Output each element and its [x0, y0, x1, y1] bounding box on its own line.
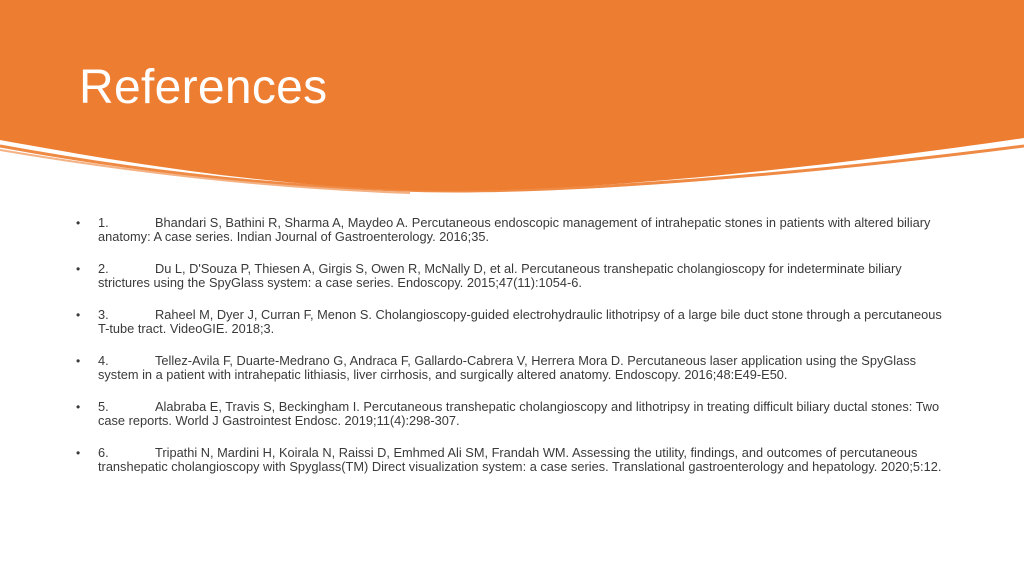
reference-text: Alabraba E, Travis S, Beckingham I. Percutaneous transhepatic cholangioscopy and lithotripsy in treating difficult biliary ductal stones: Two case reports. World J Gastrointest Endosc. 2019;11(4):298-307. — [98, 399, 940, 428]
bullet-icon: • — [76, 400, 81, 414]
reference-text: Tellez-Avila F, Duarte-Medrano G, Andraca F, Gallardo-Cabrera V, Herrera Mora D. Percutaneous laser application using the SpyGlass system in a patient with intrahepatic lithiasis, liver cirrhosis, and surgically altered anatomy. Endoscopy. 2016;48:E49-E50. — [98, 353, 917, 382]
reference-item — [76, 216, 956, 244]
title-banner — [0, 0, 1024, 200]
bullet-icon: • — [76, 216, 81, 230]
bullet-icon: • — [76, 262, 81, 276]
reference-text: Raheel M, Dyer J, Curran F, Menon S. Cholangioscopy-guided electrohydraulic lithotripsy of a large bile duct stone through a percutaneous T-tube tract. VideoGIE. 2018;3. — [98, 307, 942, 336]
bullet-icon: • — [76, 446, 81, 460]
reference-number: 1. — [98, 215, 109, 230]
reference-item — [76, 354, 956, 382]
reference-number: 3. — [98, 307, 109, 322]
reference-item — [76, 262, 956, 290]
reference-text: Du L, D'Souza P, Thiesen A, Girgis S, Owen R, McNally D, et al. Percutaneous transhepatic cholangioscopy for indeterminate biliary strictures using the SpyGlass system: a case series. Endoscopy. 2015;47(11):1054-6. — [98, 261, 902, 290]
bullet-icon: • — [76, 354, 81, 368]
slide-title: References — [79, 61, 328, 114]
reference-item — [76, 400, 956, 428]
reference-list — [76, 216, 956, 492]
reference-number: 5. — [98, 399, 109, 414]
reference-item — [76, 308, 956, 336]
bullet-icon: • — [76, 308, 81, 322]
reference-item — [76, 446, 956, 474]
reference-number: 6. — [98, 445, 109, 460]
reference-text: Tripathi N, Mardini H, Koirala N, Raissi D, Emhmed Ali SM, Frandah WM. Assessing the utility, findings, and outcomes of percutaneous transhepatic cholangioscopy with Spyglass(TM) Direct visualization system: a case series. Translational gastroenterology and hepatology. 2020;5:12. — [98, 445, 942, 474]
reference-text: Bhandari S, Bathini R, Sharma A, Maydeo A. Percutaneous endoscopic management of intrahepatic stones in patients with altered biliary anatomy: A case series. Indian Journal of Gastroenterology. 2016;35. — [98, 215, 931, 244]
reference-number: 2. — [98, 261, 109, 276]
reference-number: 4. — [98, 353, 109, 368]
